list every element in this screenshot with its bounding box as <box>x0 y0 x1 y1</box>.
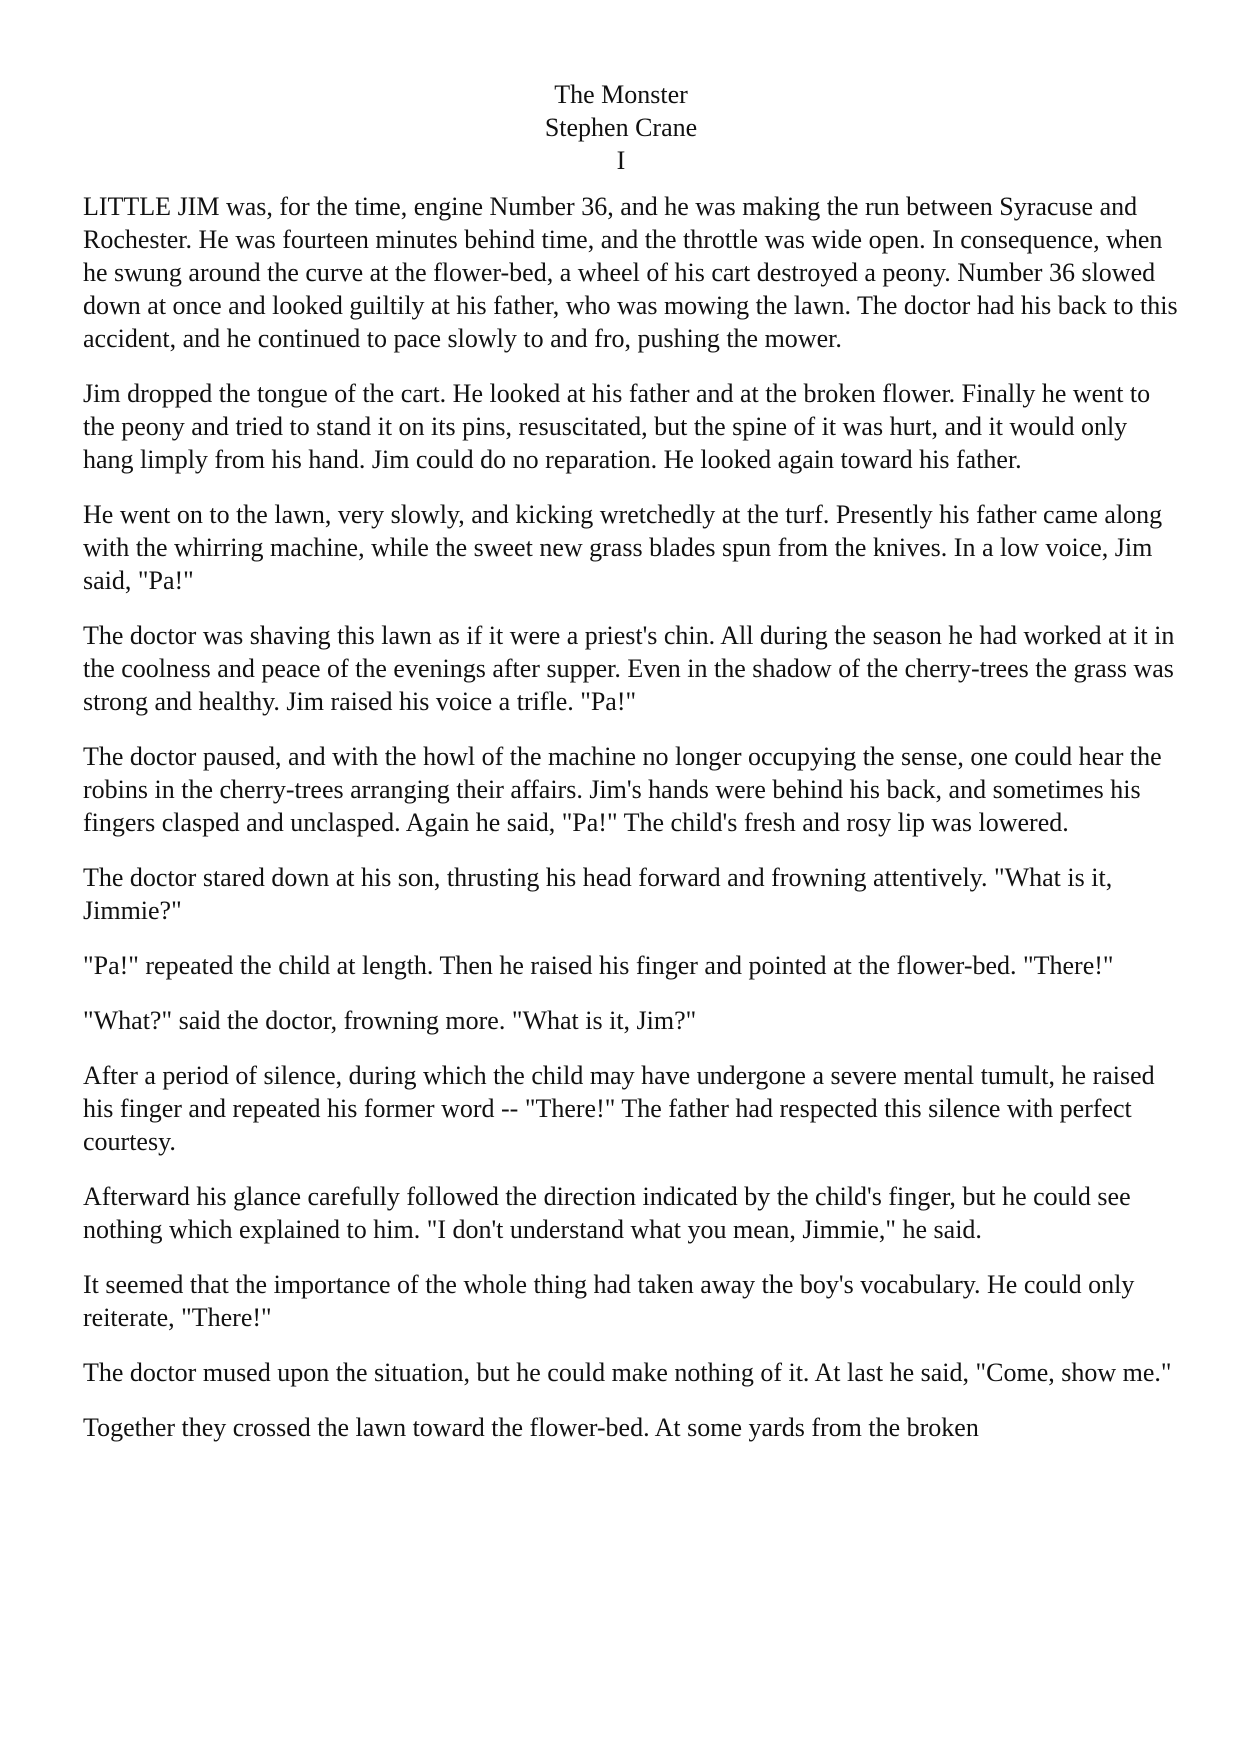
document-author: Stephen Crane <box>544 113 698 142</box>
paragraph: Jim dropped the tongue of the cart. He looked at his father and at the broken flower. Finally he went to the peony and tried to stand it on its pins, resuscitated, but the spine of it was hurt, and it would only hang limply from his hand. Jim could do no reparation. He looked again toward his father. <box>83 379 1151 474</box>
paragraph: Together they crossed the lawn toward the flower-bed. At some yards from the broken <box>83 1413 979 1442</box>
document-body <box>83 190 1178 1466</box>
paragraph: LITTLE JIM was, for the time, engine Number 36, and he was making the run between Syracuse and Rochester. He was fourteen minutes behind time, and the throttle was wide open. In consequence, when he swung around the curve at the flower-bed, a wheel of his cart destroyed a peony. Number 36 slowed down at once and looked guiltily at his father, who was mowing the lawn. The doctor had his back to this accident, and he continued to pace slowly to and fro, pushing the mower. <box>83 192 1178 353</box>
chapter-number: I <box>616 146 626 175</box>
paragraph: "What?" said the doctor, frowning more. "What is it, Jim?" <box>83 1006 697 1035</box>
paragraph: He went on to the lawn, very slowly, and kicking wretchedly at the turf. Presently his father came along with the whirring machine, while the sweet new grass blades spun from the knives. In a low voice, Jim said, "Pa!" <box>83 500 1163 595</box>
paragraph: It seemed that the importance of the whole thing had taken away the boy's vocabulary. He could only reiterate, "There!" <box>83 1270 1135 1332</box>
paragraph: The doctor paused, and with the howl of the machine no longer occupying the sense, one could hear the robins in the cherry-trees arranging their affairs. Jim's hands were behind his back, and sometimes his fingers clasped and unclasped. Again he said, "Pa!" The child's fresh and rosy lip was lowered. <box>83 742 1162 837</box>
paragraph: Afterward his glance carefully followed the direction indicated by the child's finger, but he could see nothing which explained to him. "I don't understand what you mean, Jimmie," he said. <box>83 1182 1131 1244</box>
paragraph: The doctor was shaving this lawn as if it were a priest's chin. All during the season he had worked at it in the coolness and peace of the evenings after supper. Even in the shadow of the cherry-trees the grass was strong and healthy. Jim raised his voice a trifle. "Pa!" <box>83 621 1175 716</box>
document-title: The Monster <box>554 80 688 109</box>
paragraph: The doctor stared down at his son, thrusting his head forward and frowning attentively. "What is it, Jimmie?" <box>83 863 1113 925</box>
document-header <box>0 78 1242 177</box>
paragraph: After a period of silence, during which the child may have undergone a severe mental tumult, he raised his finger and repeated his former word -- "There!" The father had respected this silence with perfect courtesy. <box>83 1061 1155 1156</box>
paragraph: The doctor mused upon the situation, but he could make nothing of it. At last he said, "Come, show me." <box>83 1358 1172 1387</box>
paragraph: "Pa!" repeated the child at length. Then he raised his finger and pointed at the flower-bed. "There!" <box>83 951 1114 980</box>
